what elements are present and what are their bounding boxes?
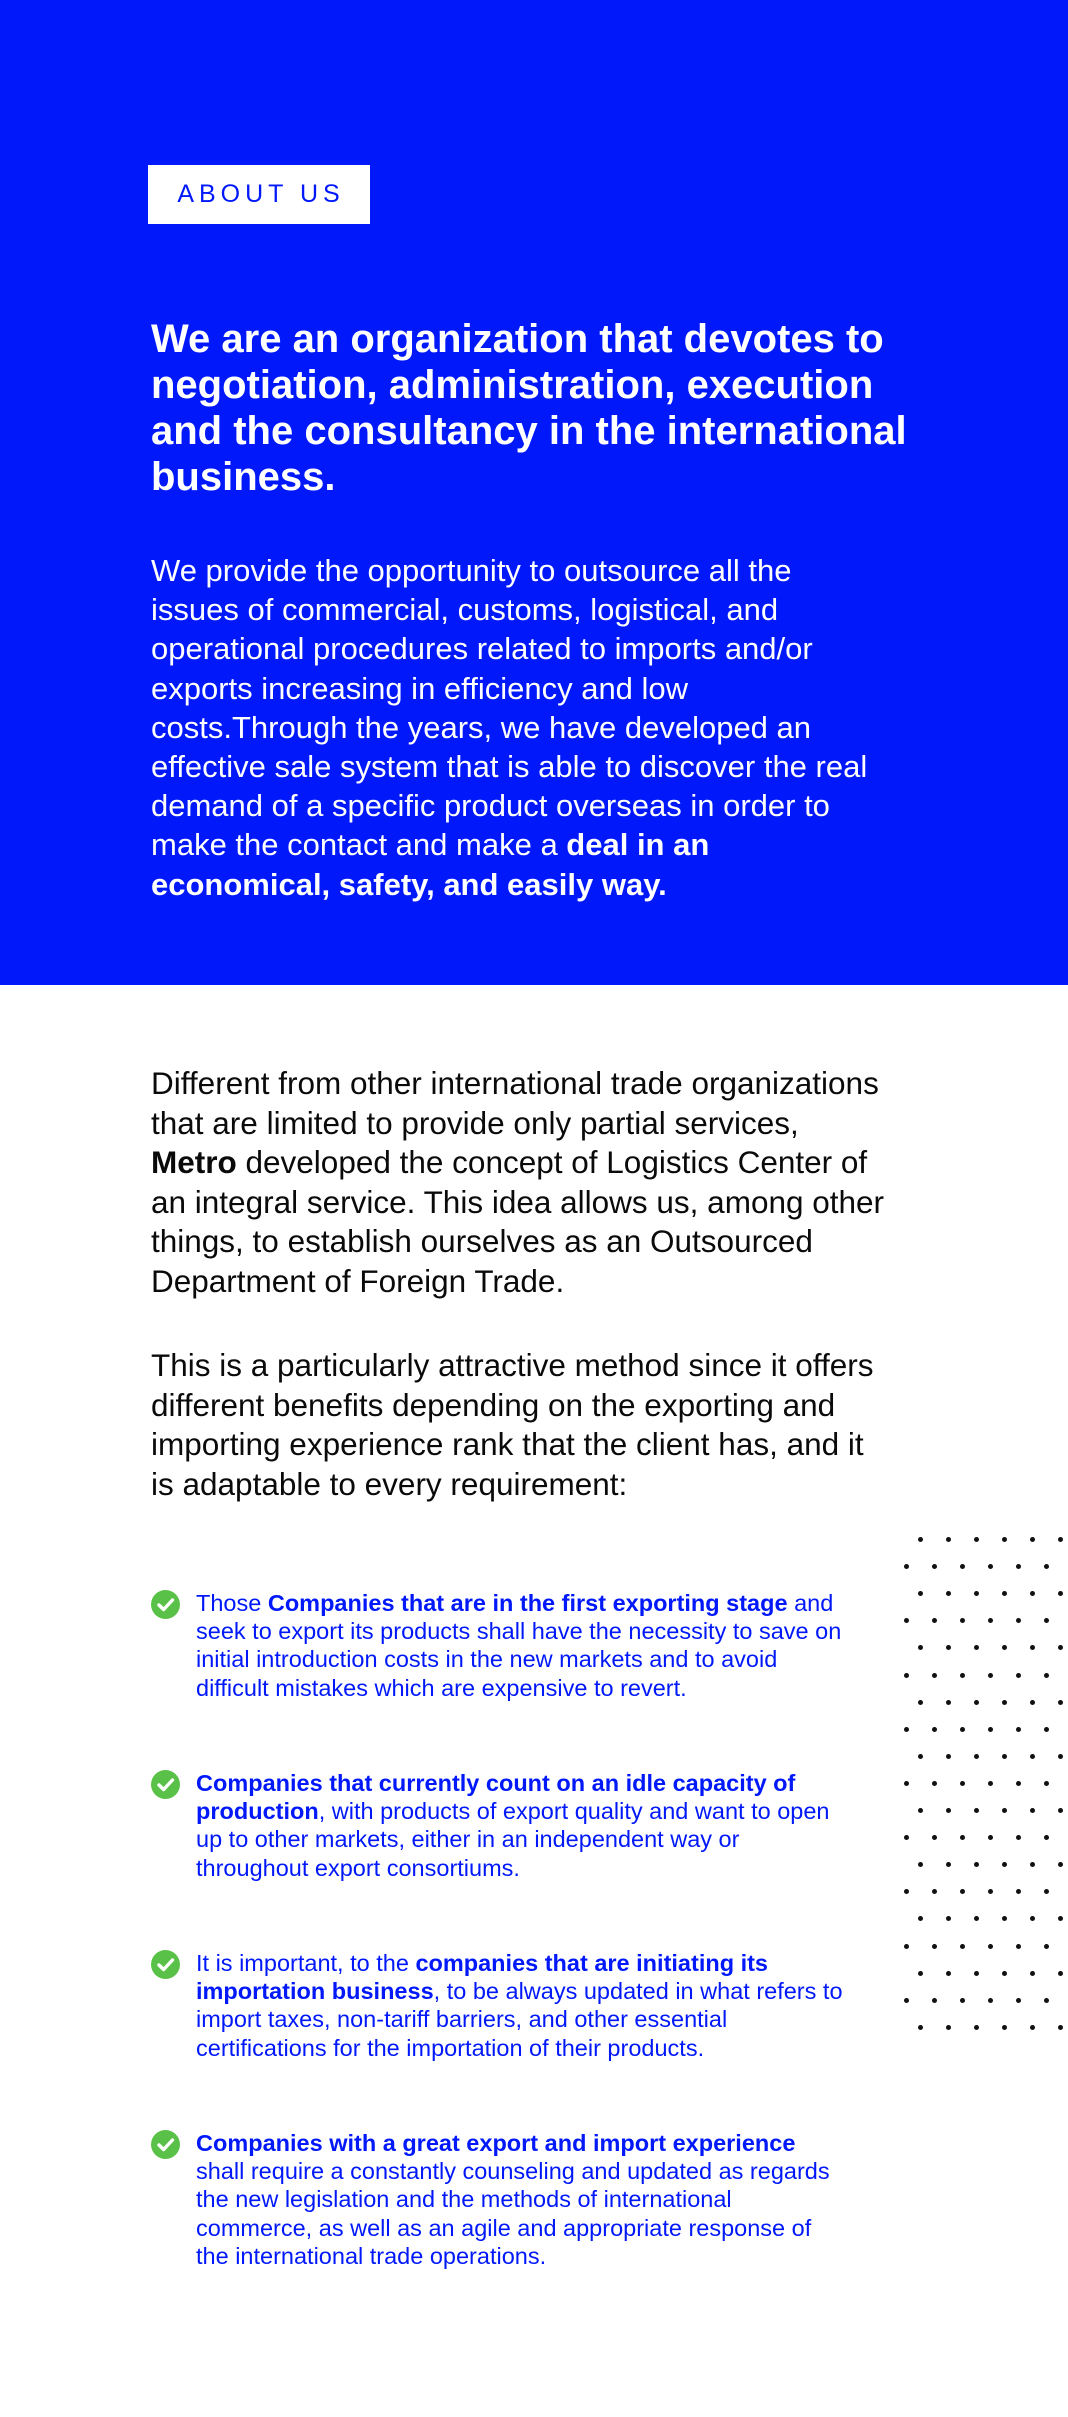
benefit-text-after: , to be always updated in what refers to import taxes, non-tariff barriers, and other essential certifications for the importation of their products. (196, 1978, 843, 2061)
hero-description-text: We provide the opportunity to outsource all the issues of commercial, customs, logistical, and operational procedures related to imports and/or exports increasing in efficiency and low costs.Through the years, we have developed an effective sale system that is able to discover the real demand of a specific product overseas in order to make the contact and make a (151, 553, 868, 863)
decorative-dot (904, 1727, 909, 1732)
decorative-dot (988, 1564, 993, 1569)
decorative-dot (1044, 1673, 1049, 1678)
decorative-dot (946, 1645, 951, 1650)
decorative-dot (946, 1754, 951, 1759)
decorative-dot (1044, 1998, 1049, 2003)
decorative-dot (946, 1537, 951, 1542)
decorative-dot (1002, 1700, 1007, 1705)
decorative-dot (960, 1673, 965, 1678)
decorative-dot (1016, 1944, 1021, 1949)
about-us-badge: ABOUT US (148, 165, 370, 224)
hero-description-emphasis: deal in an economical, safety, and easily way. (151, 827, 710, 902)
decorative-dot (932, 1998, 937, 2003)
decorative-dot (1002, 1645, 1007, 1650)
decorative-dot (1002, 1916, 1007, 1921)
decorative-dot (1058, 1591, 1063, 1596)
decorative-dot (960, 1618, 965, 1623)
decorative-dot (960, 1998, 965, 2003)
decorative-dot (946, 1700, 951, 1705)
decorative-dot (932, 1889, 937, 1894)
company-name: Metro (151, 1144, 237, 1181)
decorative-dot (904, 1564, 909, 1569)
decorative-dot (1044, 1727, 1049, 1732)
decorative-dot (904, 1889, 909, 1894)
decorative-dot (1030, 1971, 1035, 1976)
benefit-text-bold: Companies that are in the first exporting stage (267, 1590, 788, 1616)
decorative-dot (932, 1673, 937, 1678)
check-circle-icon (151, 2130, 180, 2159)
decorative-dot (974, 1971, 979, 1976)
decorative-dot (960, 1781, 965, 1786)
decorative-dot (974, 1537, 979, 1542)
decorative-dot (988, 1673, 993, 1678)
decorative-dot (988, 1998, 993, 2003)
decorative-dot (918, 1645, 923, 1650)
benefit-text-before: Those (196, 1590, 268, 1616)
decorative-dot (988, 1835, 993, 1840)
decorative-dot (918, 1591, 923, 1596)
decorative-dot (918, 1700, 923, 1705)
decorative-dot (960, 1944, 965, 1949)
decorative-dot (904, 1781, 909, 1786)
hero-description (151, 551, 881, 904)
benefit-text (196, 1589, 846, 1702)
decorative-dot (932, 1781, 937, 1786)
decorative-dot (974, 1700, 979, 1705)
decorative-dot (974, 1862, 979, 1867)
hero-title: We are an organization that devotes to negotiation, administration, execution and the consultancy in the international business. (151, 317, 907, 499)
decorative-dot (918, 1862, 923, 1867)
decorative-dot (1016, 1618, 1021, 1623)
benefit-text-after: shall require a constantly counseling and updated as regards the new legislation and the methods of international commerce, as well as an agile and appropriate response of the international trade operations. (196, 2158, 830, 2269)
decorative-dot (1016, 1781, 1021, 1786)
decorative-dot (974, 1808, 979, 1813)
decorative-dot (1030, 1754, 1035, 1759)
decorative-dot (946, 1808, 951, 1813)
benefit-text-before: It is important, to the (196, 1950, 416, 1976)
decorative-dot (1058, 1808, 1063, 1813)
decorative-dot (932, 1618, 937, 1623)
decorative-dot (988, 1727, 993, 1732)
decorative-dot (918, 2025, 923, 2030)
decorative-dot (1058, 1971, 1063, 1976)
decorative-dot (960, 1727, 965, 1732)
decorative-dot (918, 1537, 923, 1542)
decorative-dot (960, 1835, 965, 1840)
decorative-dot (1030, 1862, 1035, 1867)
decorative-dot (974, 1754, 979, 1759)
decorative-dot (1016, 1727, 1021, 1732)
benefit-text (196, 1949, 846, 2062)
decorative-dot (918, 1754, 923, 1759)
decorative-dot (988, 1944, 993, 1949)
decorative-dot (932, 1727, 937, 1732)
decorative-dot (904, 1944, 909, 1949)
decorative-dot (904, 1618, 909, 1623)
check-circle-icon (151, 1770, 180, 1799)
intro-paragraph-2: This is a particularly attractive method since it offers different benefits depending on the exporting and importing experience rank that the client has, and it is adaptable to every requirement: (151, 1347, 874, 1502)
decorative-dot (960, 1889, 965, 1894)
decorative-dot (1002, 1754, 1007, 1759)
decorative-dot (932, 1835, 937, 1840)
decorative-dot (1044, 1835, 1049, 1840)
decorative-dot (1030, 1700, 1035, 1705)
decorative-dot (974, 1916, 979, 1921)
decorative-dot (1030, 2025, 1035, 2030)
decorative-dot (946, 1862, 951, 1867)
decorative-dot (904, 1673, 909, 1678)
decorative-dot (918, 1808, 923, 1813)
about-hero-section (0, 0, 1068, 985)
decorative-dot (932, 1564, 937, 1569)
decorative-dot (1044, 1781, 1049, 1786)
decorative-dot (904, 1998, 909, 2003)
benefit-text (196, 2129, 846, 2270)
decorative-dot (1016, 1889, 1021, 1894)
decorative-dot (946, 1591, 951, 1596)
decorative-dot (1030, 1916, 1035, 1921)
decorative-dot (1002, 1862, 1007, 1867)
decorative-dot (918, 1916, 923, 1921)
benefit-text-after: and seek to export its products shall have the necessity to save on initial introduction costs in the new markets and to avoid difficult mistakes which are expensive to revert. (196, 1590, 842, 1701)
intro-p1-text-before: Different from other international trade organizations that are limited to provide only partial services, (151, 1065, 879, 1141)
decorative-dot (1002, 1808, 1007, 1813)
decorative-dot (946, 1971, 951, 1976)
decorative-dot (988, 1618, 993, 1623)
decorative-dot (1016, 1998, 1021, 2003)
benefit-text-after: , with products of export quality and want to open up to other markets, either in an independent way or throughout export consortiums. (196, 1798, 830, 1881)
decorative-dot (1002, 1591, 1007, 1596)
decorative-dot (1002, 1537, 1007, 1542)
decorative-dot (1002, 2025, 1007, 2030)
decorative-dot (1044, 1618, 1049, 1623)
decorative-dot (1058, 1645, 1063, 1650)
decorative-dot (1058, 1754, 1063, 1759)
decorative-dot (1044, 1944, 1049, 1949)
decorative-dot (1002, 1971, 1007, 1976)
decorative-dot (960, 1564, 965, 1569)
decorative-dot (1058, 1537, 1063, 1542)
benefit-text (196, 1769, 846, 1882)
check-circle-icon (151, 1950, 180, 1979)
decorative-dot (974, 1645, 979, 1650)
decorative-dot (932, 1944, 937, 1949)
intro-paragraph-1 (151, 1064, 891, 1302)
benefit-text-bold: Companies that currently count on an idle capacity of production (196, 1770, 796, 1825)
decorative-dot (946, 1916, 951, 1921)
decorative-dot (1044, 1564, 1049, 1569)
decorative-dot (1058, 1862, 1063, 1867)
decorative-dot (1016, 1835, 1021, 1840)
intro-p1-text-after: developed the concept of Logistics Center of an integral service. This idea allows us, among other things, to establish ourselves as an Outsourced Department of Foreign Trade. (151, 1144, 885, 1299)
benefit-text-bold: companies that are initiating its importation business (196, 1950, 769, 2005)
decorative-dot (974, 2025, 979, 2030)
decorative-dot (1030, 1808, 1035, 1813)
decorative-dot (904, 1835, 909, 1840)
decorative-dot (974, 1591, 979, 1596)
decorative-dot (1016, 1564, 1021, 1569)
decorative-dot (1030, 1537, 1035, 1542)
decorative-dot (1016, 1673, 1021, 1678)
decorative-dot (1044, 1889, 1049, 1894)
decorative-dot (1030, 1645, 1035, 1650)
decorative-dot (1058, 1700, 1063, 1705)
decorative-dot (1058, 1916, 1063, 1921)
decorative-dot (988, 1889, 993, 1894)
decorative-dot (946, 2025, 951, 2030)
check-circle-icon (151, 1590, 180, 1619)
decorative-dot (1030, 1591, 1035, 1596)
benefit-text-bold: Companies with a great export and import experience (196, 2130, 796, 2156)
decorative-dot (918, 1971, 923, 1976)
decorative-dot (988, 1781, 993, 1786)
decorative-dot (1058, 2025, 1063, 2030)
